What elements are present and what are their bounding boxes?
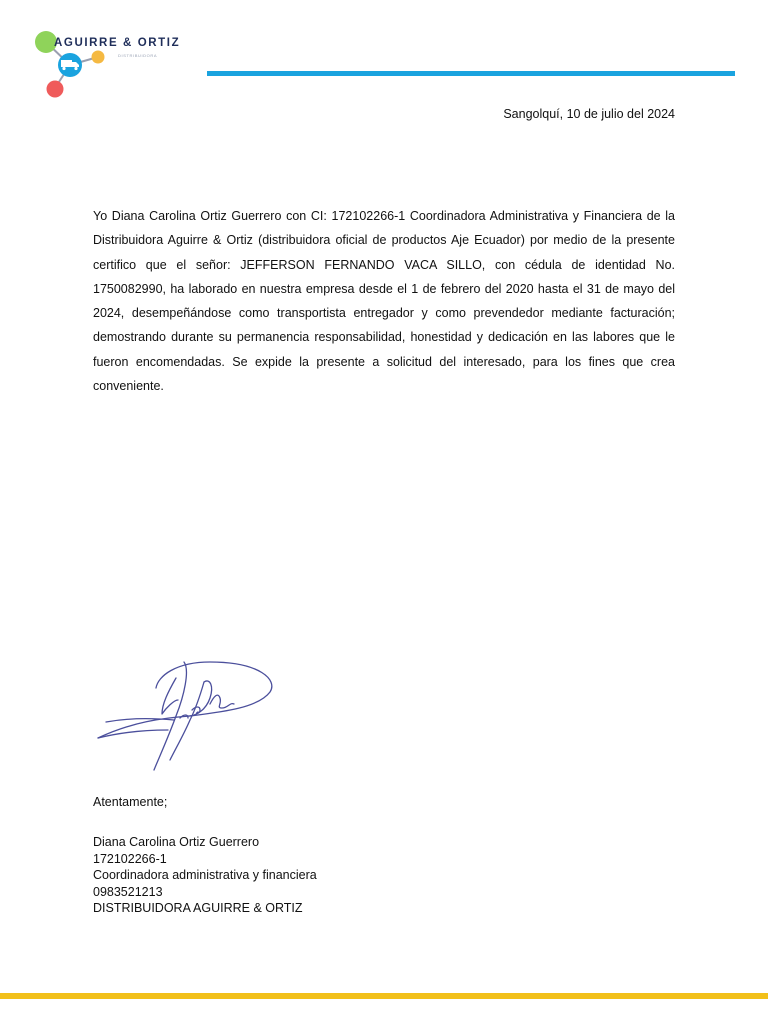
handwritten-signature (92, 652, 282, 776)
brand-name: AGUIRRE & ORTIZ (54, 37, 181, 49)
header-divider (207, 71, 735, 76)
letter-body: Yo Diana Carolina Ortiz Guerrero con CI: 172102266-1 Coordinadora Administrativa y Financiera de la Distribuidora Aguirre & Ortiz (distribuidora oficial de productos Aje Ecuador) por medio de la presente certifico que el señor: JEFFERSON FERNANDO VACA SILLO, con cédula de identidad No. 1750082990, ha laborado en nuestra empresa desde el 1 de febrero del 2020 hasta el 31 de mayo del 2024, desempeñándose como transportista entregador y como prevendedor mediante facturación; demostrando durante su permanencia responsabilidad, honestidad y dedicación en las labores que le fueron encomendadas. Se expide la presente a solicitud del interesado, para los fines que crea conveniente. (93, 209, 675, 394)
footer-divider (0, 993, 768, 999)
letter-closing: Atentamente; (93, 795, 168, 809)
signer-id: 172102266-1 (93, 851, 167, 866)
signer-phone: 0983521213 (93, 884, 163, 899)
letter-date: Sangolquí, 10 de julio del 2024 (503, 107, 675, 121)
signer-name: Diana Carolina Ortiz Guerrero (93, 835, 260, 849)
signer-block (93, 834, 317, 917)
brand-tagline: DISTRIBUIDORA (118, 53, 158, 58)
signer-company: DISTRIBUIDORA AGUIRRE & ORTIZ (93, 901, 303, 915)
signer-title: Coordinadora administrativa y financiera (93, 868, 317, 882)
